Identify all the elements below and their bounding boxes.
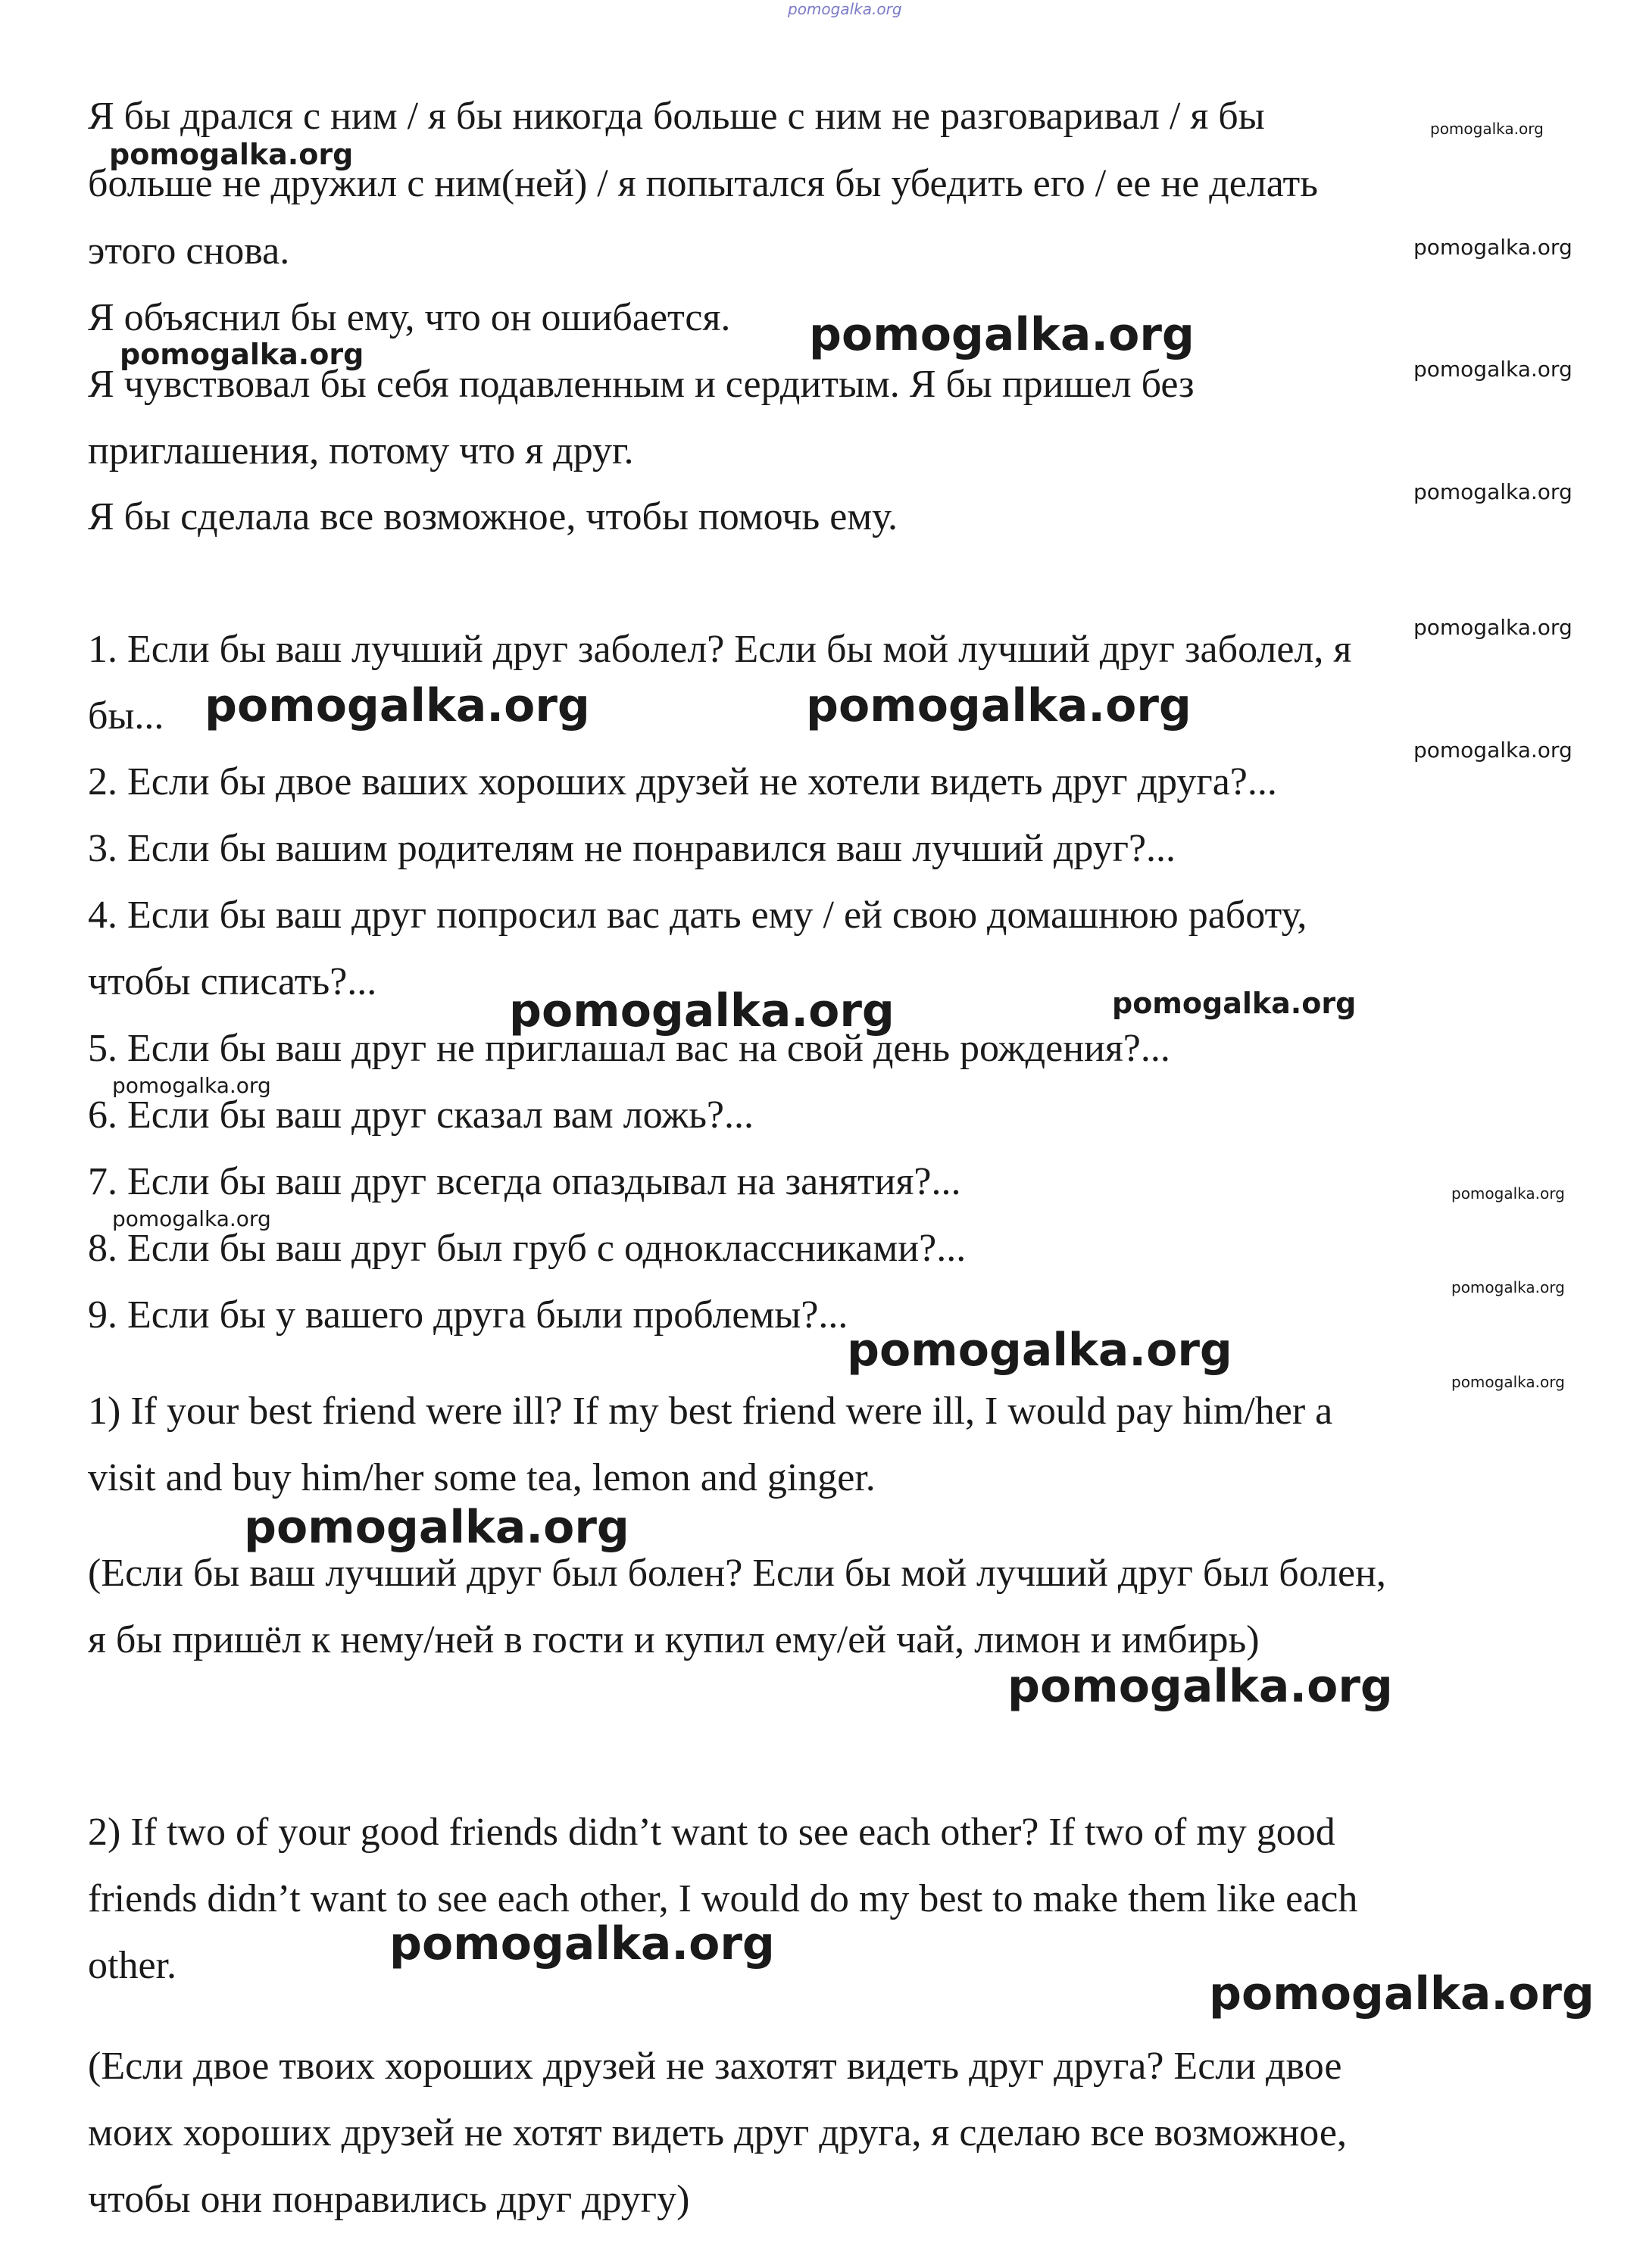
russian-line-1: Я бы дрался с ним / я бы никогда больше с ним не разговаривал / я бы <box>88 95 1265 138</box>
answer-2-russian-line-2: моих хороших друзей не хотят видеть друг друга, я сделаю все возможное, <box>88 2111 1347 2154</box>
watermark: pomogalka.org <box>1413 357 1573 382</box>
watermark: pomogalka.org <box>1413 479 1573 504</box>
answer-2-english-line-2: friends didn’t want to see each other, I would do my best to make them like each <box>88 1877 1358 1920</box>
watermark: pomogalka.org <box>112 1073 271 1098</box>
watermark-top: pomogalka.org <box>788 0 902 18</box>
russian-line-4: Я объяснил бы ему, что он ошибается. <box>88 296 731 339</box>
watermark: pomogalka.org <box>1451 1278 1565 1296</box>
question-line-10: 8. Если бы ваш друг был груб с одноклассниками?... <box>88 1227 967 1270</box>
watermark: pomogalka.org <box>109 138 354 171</box>
question-line-9: 7. Если бы ваш друг всегда опаздывал на занятия?... <box>88 1160 961 1203</box>
question-line-8: 6. Если бы ваш друг сказал вам ложь?... <box>88 1093 754 1137</box>
question-line-11: 9. Если бы у вашего друга были проблемы?... <box>88 1293 848 1337</box>
question-line-3: 2. Если бы двое ваших хороших друзей не хотели видеть друг друга?... <box>88 760 1277 803</box>
russian-line-7: Я бы сделала все возможное, чтобы помочь ему. <box>88 495 898 538</box>
watermark: pomogalka.org <box>1451 1184 1565 1203</box>
watermark: pomogalka.org <box>806 679 1192 732</box>
russian-line-5: Я чувствовал бы себя подавленным и сердитым. Я бы пришел без <box>88 363 1195 406</box>
answer-1-russian-line-2: я бы пришёл к нему/ней в гости и купил ему/ей чай, лимон и имбирь) <box>88 1618 1260 1661</box>
answer-2-english-line-1: 2) If two of your good friends didn’t want to see each other? If two of my good <box>88 1811 1335 1854</box>
watermark: pomogalka.org <box>1451 1373 1565 1391</box>
answer-2-english-line-3: other. <box>88 1944 176 1987</box>
question-line-6: чтобы списать?... <box>88 960 377 1003</box>
answer-2-russian-line-1: (Если двое твоих хороших друзей не захотят видеть друг друга? Если двое <box>88 2045 1342 2088</box>
watermark: pomogalka.org <box>244 1501 629 1554</box>
russian-line-3: этого снова. <box>88 229 290 273</box>
watermark: pomogalka.org <box>847 1324 1232 1377</box>
answer-1-english-line-2: visit and buy him/her some tea, lemon and ginger. <box>88 1456 876 1499</box>
russian-line-2: больше не дружил с ним(ней) / я попытался бы убедить его / ее не делать <box>88 162 1318 205</box>
watermark: pomogalka.org <box>1413 738 1573 763</box>
question-line-4: 3. Если бы вашим родителям не понравился ваш лучший друг?... <box>88 827 1176 870</box>
watermark: pomogalka.org <box>809 308 1195 361</box>
question-line-2: бы... <box>88 694 164 738</box>
watermark: pomogalka.org <box>509 984 895 1037</box>
answer-1-english-line-1: 1) If your best friend were ill? If my best friend were ill, I would pay him/her a <box>88 1390 1333 1433</box>
watermark: pomogalka.org <box>120 338 364 371</box>
russian-line-6: приглашения, потому что я друг. <box>88 429 634 473</box>
watermark: pomogalka.org <box>1413 615 1573 640</box>
answer-2-russian-line-3: чтобы они понравились друг другу) <box>88 2178 690 2221</box>
question-line-1: 1. Если бы ваш лучший друг заболел? Если бы мой лучший друг заболел, я <box>88 628 1352 671</box>
answer-1-russian-line-1: (Если бы ваш лучший друг был болен? Если бы мой лучший друг был болен, <box>88 1552 1386 1595</box>
watermark: pomogalka.org <box>205 679 590 732</box>
watermark: pomogalka.org <box>1007 1660 1393 1713</box>
watermark: pomogalka.org <box>112 1206 271 1231</box>
question-line-7: 5. Если бы ваш друг не приглашал вас на свой день рождения?... <box>88 1027 1170 1070</box>
watermark: pomogalka.org <box>389 1917 775 1970</box>
watermark: pomogalka.org <box>1413 235 1573 260</box>
watermark: pomogalka.org <box>1430 120 1544 138</box>
question-line-5: 4. Если бы ваш друг попросил вас дать ему / ей свою домашнюю работу, <box>88 894 1307 937</box>
watermark: pomogalka.org <box>1209 1967 1594 2020</box>
watermark: pomogalka.org <box>1112 987 1357 1020</box>
